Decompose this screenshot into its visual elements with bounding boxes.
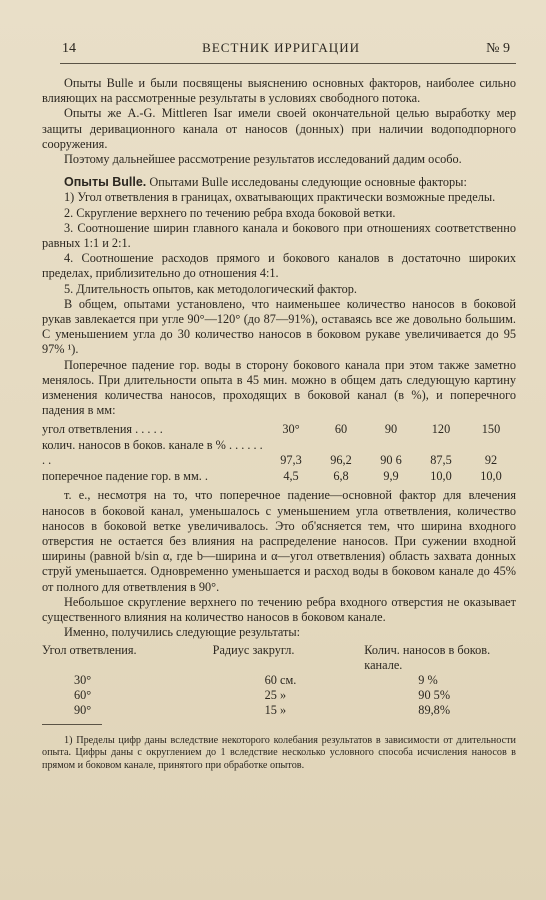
angle-table: [42, 422, 516, 484]
table-row: [42, 703, 516, 718]
row-label: поперечное падение гор. в мм. .: [42, 468, 208, 483]
column-header: Радиус закругл.: [212, 642, 295, 657]
table-row: [42, 469, 516, 485]
factor-3: 3. Соотношение ширин главного канала и бокового при отношениях соответственно равных 1:1 и 2:1.: [42, 220, 516, 251]
factor-4: 4. Соотношение расходов прямого и бокового каналов в достаточно широких пределах, приблизительно до отношения 4:1.: [42, 251, 516, 281]
table-cell: 25 »: [264, 687, 287, 702]
table-cell: 10,0: [480, 468, 502, 483]
section-heading: Опыты Bulle.: [64, 175, 147, 190]
section-intro: Опытами Bulle исследованы следующие основные факторы:: [149, 175, 467, 190]
journal-title: ВЕСТНИК ИРРИГАЦИИ: [202, 40, 360, 55]
paragraph-3: Поэтому дальнейшее рассмотрение результатов исследований дадим особо.: [64, 152, 462, 167]
page-header: [42, 40, 516, 60]
paragraph-7: Небольшое скругление верхнего по течению ребра входного отверстия не оказывает существенного влияния на количество наносов в боковом канале.: [42, 594, 516, 625]
table-cell: 90 6: [380, 453, 402, 468]
table-cell: 87,5: [430, 453, 452, 468]
table-row: [42, 422, 516, 438]
column-header: Колич. наносов в боков. канале.: [364, 642, 491, 672]
paragraph-1: Опыты Bulle и были посвящены выяснению основных факторов, наиболее сильно влияющих на рассмотренные результаты в условиях свободного потока.: [42, 76, 516, 106]
table-cell: 60: [334, 422, 348, 437]
paragraph-8: Именно, получились следующие результаты:: [64, 625, 301, 640]
paragraph-4: В общем, опытами установлено, что наименьшее количество наносов в боковой рукав завлекается при угле 90°—120° (до 87—91%), оставаясь все же довольно большим. С уменьшением угла до 30 количество наносов в боковом рукаве увеличивается до 95 97% ¹).: [42, 296, 516, 357]
table-cell: 90: [384, 422, 398, 437]
footnote-1: 1) Пределы цифр даны вследствие некоторого колебания результатов в зависимости от длительности опыта. Цифры даны с округлением до 1 вследствие несколько условного способа исчисления наносов в прямом и боковом канале, принятого при обработке опытов.: [42, 734, 516, 771]
table-cell: 30°: [74, 672, 92, 687]
table-row: [42, 688, 516, 703]
section-paragraph: [42, 175, 516, 190]
issue-number: № 9: [486, 41, 510, 56]
table-row: [42, 438, 516, 469]
page-number: 14: [62, 41, 76, 56]
paragraph-5: Поперечное падение гор. воды в сторону бокового канала при этом также заметно менялось. При длительности опыта в 45 мин. можно в общем дать следующую картину изменения количества наносов, проходящих в боковой канал (в %), и поперечного падения в мм:: [42, 357, 516, 418]
table-header-row: [42, 643, 516, 673]
row-label: угол ответвления . . . . .: [42, 422, 163, 437]
table-cell: 60°: [74, 687, 92, 702]
table-cell: 89,8%: [418, 702, 451, 717]
footnote-rule: [42, 724, 102, 725]
table-row: [42, 673, 516, 688]
table-cell: 120: [431, 422, 451, 437]
table-cell: 150: [481, 422, 501, 437]
column-header: Угол ответвления.: [42, 642, 137, 657]
table-cell: 10,0: [430, 468, 452, 483]
table-cell: 60 см.: [264, 672, 297, 687]
results-table: [42, 643, 516, 718]
header-rule: [60, 63, 516, 64]
table-cell: 90°: [74, 702, 92, 717]
factor-2: 2. Скругление верхнего по течению ребра входа боковой ветки.: [64, 205, 396, 220]
factor-1: 1) Угол ответвления в границах, охватывающих практически возможные пределы.: [64, 190, 496, 205]
paragraph-6: т. е., несмотря на то, что поперечное падение—основной фактор для влечения наносов в боковой канал, уменьшалось с уменьшением угла ответвления, количество наносов в боковой ветке увеличивалось. Это об'ясняется тем, что ширина входного отверстия не остается без влияния на распределение наносов. При сужении входной ширины (равной b/sin α, где b—ширина и α—угол ответвления) область захвата донных струй уменьшается. Одновременно уменьшается и расход воды в боковом канале до 45% от полного для ответвления в 90°.: [42, 488, 516, 594]
table-cell: 4,5: [283, 468, 299, 483]
paragraph-2: Опыты же A.-G. Mittleren Isar имели своей окончательной целью выработку мер защиты деривационного канала от наносов (донных) при наличии водоподпорного сооружения.: [42, 106, 516, 151]
table-cell: 9,9: [383, 468, 399, 483]
table-cell: 6,8: [333, 468, 349, 483]
footnotes: [42, 735, 516, 773]
table-cell: 15 »: [264, 702, 287, 717]
table-cell: 9 %: [418, 672, 438, 687]
factor-5: 5. Длительность опытов, как методологический фактор.: [64, 281, 357, 296]
table-cell: 97,3: [280, 453, 302, 468]
table-cell: 96,2: [330, 453, 352, 468]
table-cell: 92: [484, 453, 498, 468]
row-label: колич. наносов в боков. канале в % . . . . . . . .: [42, 437, 263, 468]
table-cell: 90 5%: [418, 687, 451, 702]
table-cell: 30°: [282, 422, 300, 437]
